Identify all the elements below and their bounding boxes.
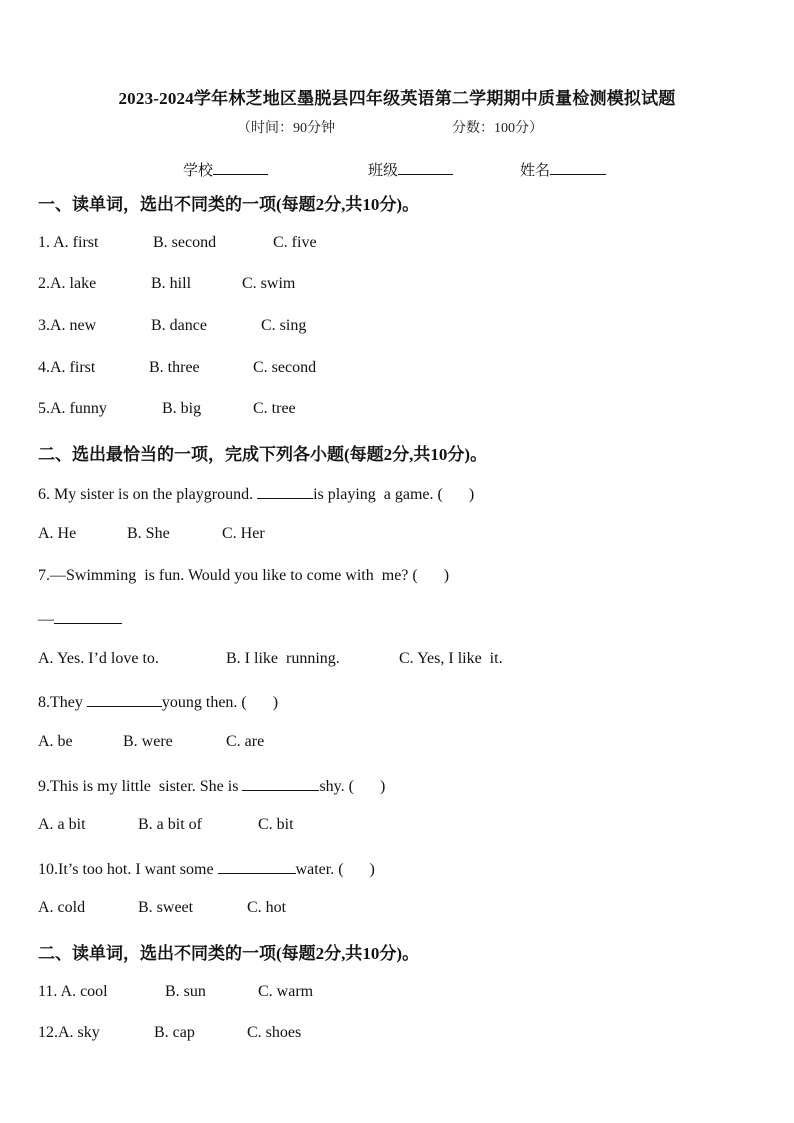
class-label: 班级 (368, 163, 399, 179)
q8-blank[interactable] (87, 691, 162, 707)
q4-option-b: B. three (149, 359, 200, 376)
q7-stem (38, 567, 449, 585)
q3-option-b: B. dance (151, 317, 207, 334)
school-label: 学校 (183, 163, 214, 179)
name-field (520, 159, 606, 180)
q6-option-c: C. Her (222, 525, 265, 542)
q5-option-a: 5.A. funny (38, 400, 107, 417)
q6-stem-start: 6. My sister is on the playground. (38, 486, 254, 503)
q6-option-b: B. She (127, 525, 170, 542)
q12-option-a: 12.A. sky (38, 1024, 100, 1041)
exam-time: （时间：90分钟 (237, 121, 335, 136)
q6-close-paren: ) (468, 486, 475, 503)
q8-option-c: C. are (226, 733, 265, 750)
q2-option-c: C. swim (242, 275, 296, 292)
q3-option-c: C. sing (261, 317, 307, 334)
q10-option-c: C. hot (247, 899, 287, 916)
q9-option-a: A. a bit (38, 816, 86, 833)
q11-option-a: 11. A. cool (38, 983, 108, 1000)
q9-close-paren: ) (379, 778, 386, 795)
q7-dash: — (38, 611, 54, 628)
q11-option-b: B. sun (165, 983, 206, 1000)
q9-stem-end: shy. ( (319, 778, 354, 795)
q10-option-a: A. cold (38, 899, 86, 916)
class-field (368, 159, 453, 180)
q6-blank[interactable] (257, 483, 313, 499)
q4-option-c: C. second (253, 359, 317, 376)
q10-stem (38, 858, 375, 879)
q7-blank[interactable] (54, 608, 122, 624)
q12-option-b: B. cap (154, 1024, 195, 1041)
q10-close-paren: ) (369, 861, 375, 878)
q6-option-a: A. He (38, 525, 77, 542)
q9-stem (38, 775, 385, 796)
name-label: 姓名 (520, 163, 551, 179)
q7-option-c: C. Yes, I like it. (399, 650, 503, 667)
q2-option-a: 2.A. lake (38, 275, 97, 292)
q12-option-c: C. shoes (247, 1024, 302, 1041)
q5-option-c: C. tree (253, 400, 296, 417)
q8-stem-start: 8.They (38, 694, 83, 711)
q8-close-paren: ) (272, 694, 279, 711)
class-blank[interactable] (398, 160, 453, 175)
q1-option-c: C. five (273, 234, 317, 251)
q9-blank[interactable] (242, 775, 319, 791)
q10-blank[interactable] (218, 858, 296, 874)
q2-option-b: B. hill (151, 275, 192, 292)
q10-stem-end: water. ( (295, 861, 344, 878)
q6-stem-end: is playing a game. ( (313, 486, 443, 503)
q4-option-a: 4.A. first (38, 359, 96, 376)
q3-option-a: 3.A. new (38, 317, 97, 334)
q5-option-b: B. big (162, 400, 202, 417)
q10-option-b: B. sweet (138, 899, 194, 916)
exam-score: 分数：100分） (452, 121, 543, 136)
q9-stem-start: 9.This is my little sister. She is (38, 778, 239, 795)
q8-stem-end: young then. ( (161, 694, 247, 711)
school-blank[interactable] (213, 160, 268, 175)
q9-option-b: B. a bit of (138, 816, 202, 833)
name-blank[interactable] (550, 160, 606, 175)
q8-option-a: A. be (38, 733, 73, 750)
school-field (183, 159, 268, 180)
q7-close-paren: ) (443, 567, 450, 584)
q8-stem (38, 691, 278, 712)
q11-option-c: C. warm (258, 983, 314, 1000)
q7-option-b: B. I like running. (226, 650, 340, 667)
q6-stem (38, 483, 474, 504)
q7-answer-line (38, 608, 122, 629)
section-1-heading: 一、读单词，选出不同类的一项(每题2分,共10分)。 (38, 195, 420, 214)
q7-stem-text: 7.—Swimming is fun. Would you like to come with me? ( (38, 567, 418, 584)
q1-option-b: B. second (153, 234, 217, 251)
q10-stem-start: 10.It’s too hot. I want some (38, 861, 214, 878)
q1-option-a: 1. A. first (38, 234, 99, 251)
section-2-heading: 二、选出最恰当的一项，完成下列各小题(每题2分,共10分)。 (38, 445, 488, 464)
q9-option-c: C. bit (258, 816, 294, 833)
q7-option-a: A. Yes. I’d love to. (38, 650, 159, 667)
section-3-heading: 二、读单词，选出不同类的一项(每题2分,共10分)。 (38, 944, 420, 963)
exam-title: 2023-2024学年林芝地区墨脱县四年级英语第二学期期中质量检测模拟试题 (118, 89, 676, 108)
q8-option-b: B. were (123, 733, 173, 750)
